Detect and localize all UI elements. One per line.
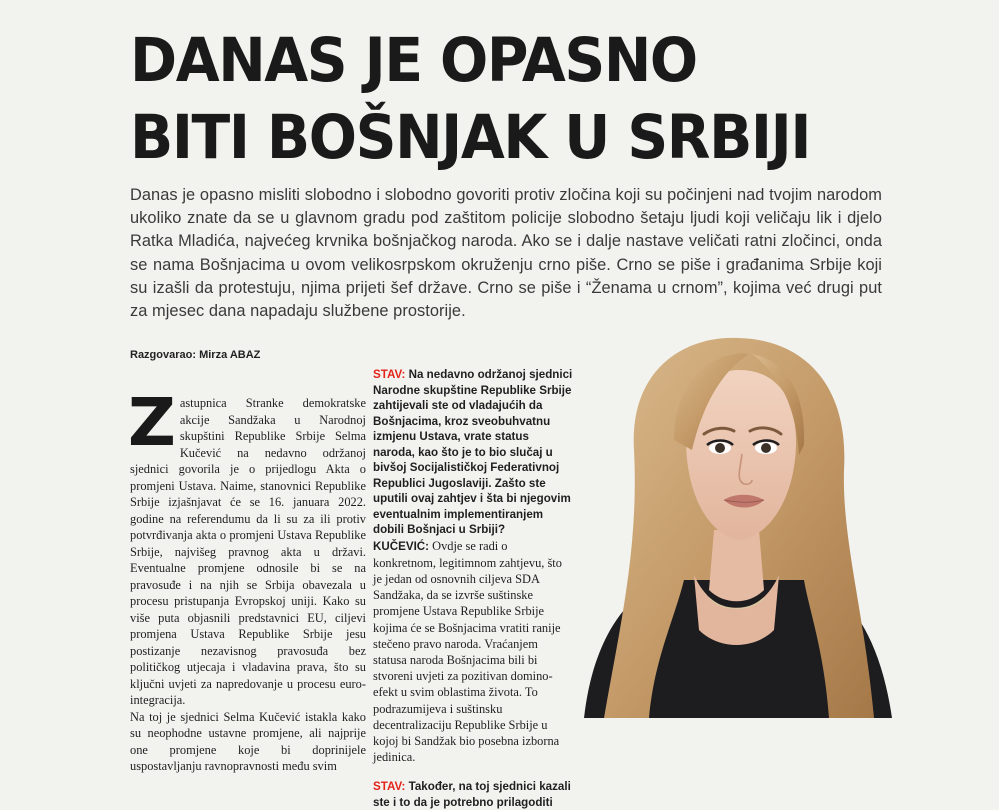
answer-1 (373, 538, 573, 766)
interview-column (373, 367, 573, 810)
question-2 (373, 779, 573, 810)
headline-line-1: DANAS JE OPASNO (130, 25, 697, 96)
headline (130, 22, 837, 176)
answer-text: Ovdje se radi o konkretnom, legitimnom zahtjevu, što je jedan od osnovnih ciljeva SDA Sandžaka, da se izvrše suštinske promjene Ustava Republike Srbije kojima će se Bošnjacima vratiti ranije stečeno pravo naroda. Vraćanjem statusa naroda Bošnjacima bili bi stvoreni uvjeti za pozitivan domino-efekt u svim oblastima života. To podrazumijeva i suštinsku decentralizaciju Republike Srbije u kojoj bi Sandžak bio posebna izborna jedinica. (373, 538, 562, 765)
question-label: STAV: (373, 368, 406, 381)
intro-paragraph (128, 384, 366, 709)
drop-cap: Z (128, 384, 176, 461)
intro-text: astupnica Stranke demokratske akcije Sandžaka u Narodnoj skupštini Republike Srbije Selma Kučević na nedavno održanoj sjednici govorila je o prijedlogu Akta o promjeni Ustava. Naime, stanovnici Republike Srbije izjašnjavat će se 16. januara 2022. godine na referendumu da li su za ili protiv potvrđivanja akta o promjeni Ustava Republike Srbije, najvišeg pravnog akta u državi. Eventualne promjene odnosile bi se na pravosuđe i na njih se Srbija obavezala u procesu pristupanja Evropskoj uniji. Kako su više puta objasnili predstavnici EU, ciljevi promjena Ustava Republike Srbije jesu postizanje nezavisnog pravosuđa bez političkog utjecaja i vladavina prava, što su ključni uvjeti za napredovanje u procesu eurointegracija. (130, 396, 366, 707)
body-column-left (128, 384, 366, 775)
headline-line-2: BITI BOŠNJAK U SRBIJI (130, 102, 811, 173)
lead-paragraph: Danas je opasno misliti slobodno i slobodno govoriti protiv zločina koji su počinjeni nad tvojim narodom ukoliko znate da se u glavnom gradu pod zaštitom policije slobodno šetaju ljudi koji veličaju lik i djelo Ratka Mladića, najvećeg krvnika bošnjačkog naroda. Ako se i dalje nastave veličati ratni zločinci, onda se nama Bošnjacima u ovom velikosrpskom okruženju crno piše. Crno se piše i građanima Srbije koji su izašli da protestuju, njima prijeti šef države. Crno se piše i “Ženama u crnom”, kojima već drugi put za mjesec dana napadaju službene prostorije. (130, 186, 882, 321)
question-1 (373, 367, 573, 538)
question-text: Također, na toj sjednici kazali ste i to da je potrebno prilagoditi (373, 780, 571, 809)
question-label: STAV: (373, 780, 406, 794)
answer-speaker: KUČEVIĆ: (373, 539, 430, 553)
second-paragraph: Na toj je sjednici Selma Kučević istakla kako su neophodne ustavne promjene, ali najprije one promjene koje bi doprinijele uspostavljanju ravnopravnosti među svim (130, 709, 366, 773)
portrait-photo (574, 330, 896, 718)
question-text: Na nedavno održanoj sjednici Narodne skupštine Republike Srbije zahtijevali ste od vladajućih da Bošnjacima, kroz sveobuhvatnu izmjenu Ustava, vrate status naroda, kao što je to bio slučaj u bivšoj Socijalističkoj Federativnoj Republici Jugoslaviji. Zašto ste uputili ovaj zahtjev i šta bi njegovim eventualnim implementiranjem dobili Bošnjaci u Srbiji? (373, 368, 573, 536)
byline: Razgovarao: Mirza ABAZ (130, 349, 261, 361)
